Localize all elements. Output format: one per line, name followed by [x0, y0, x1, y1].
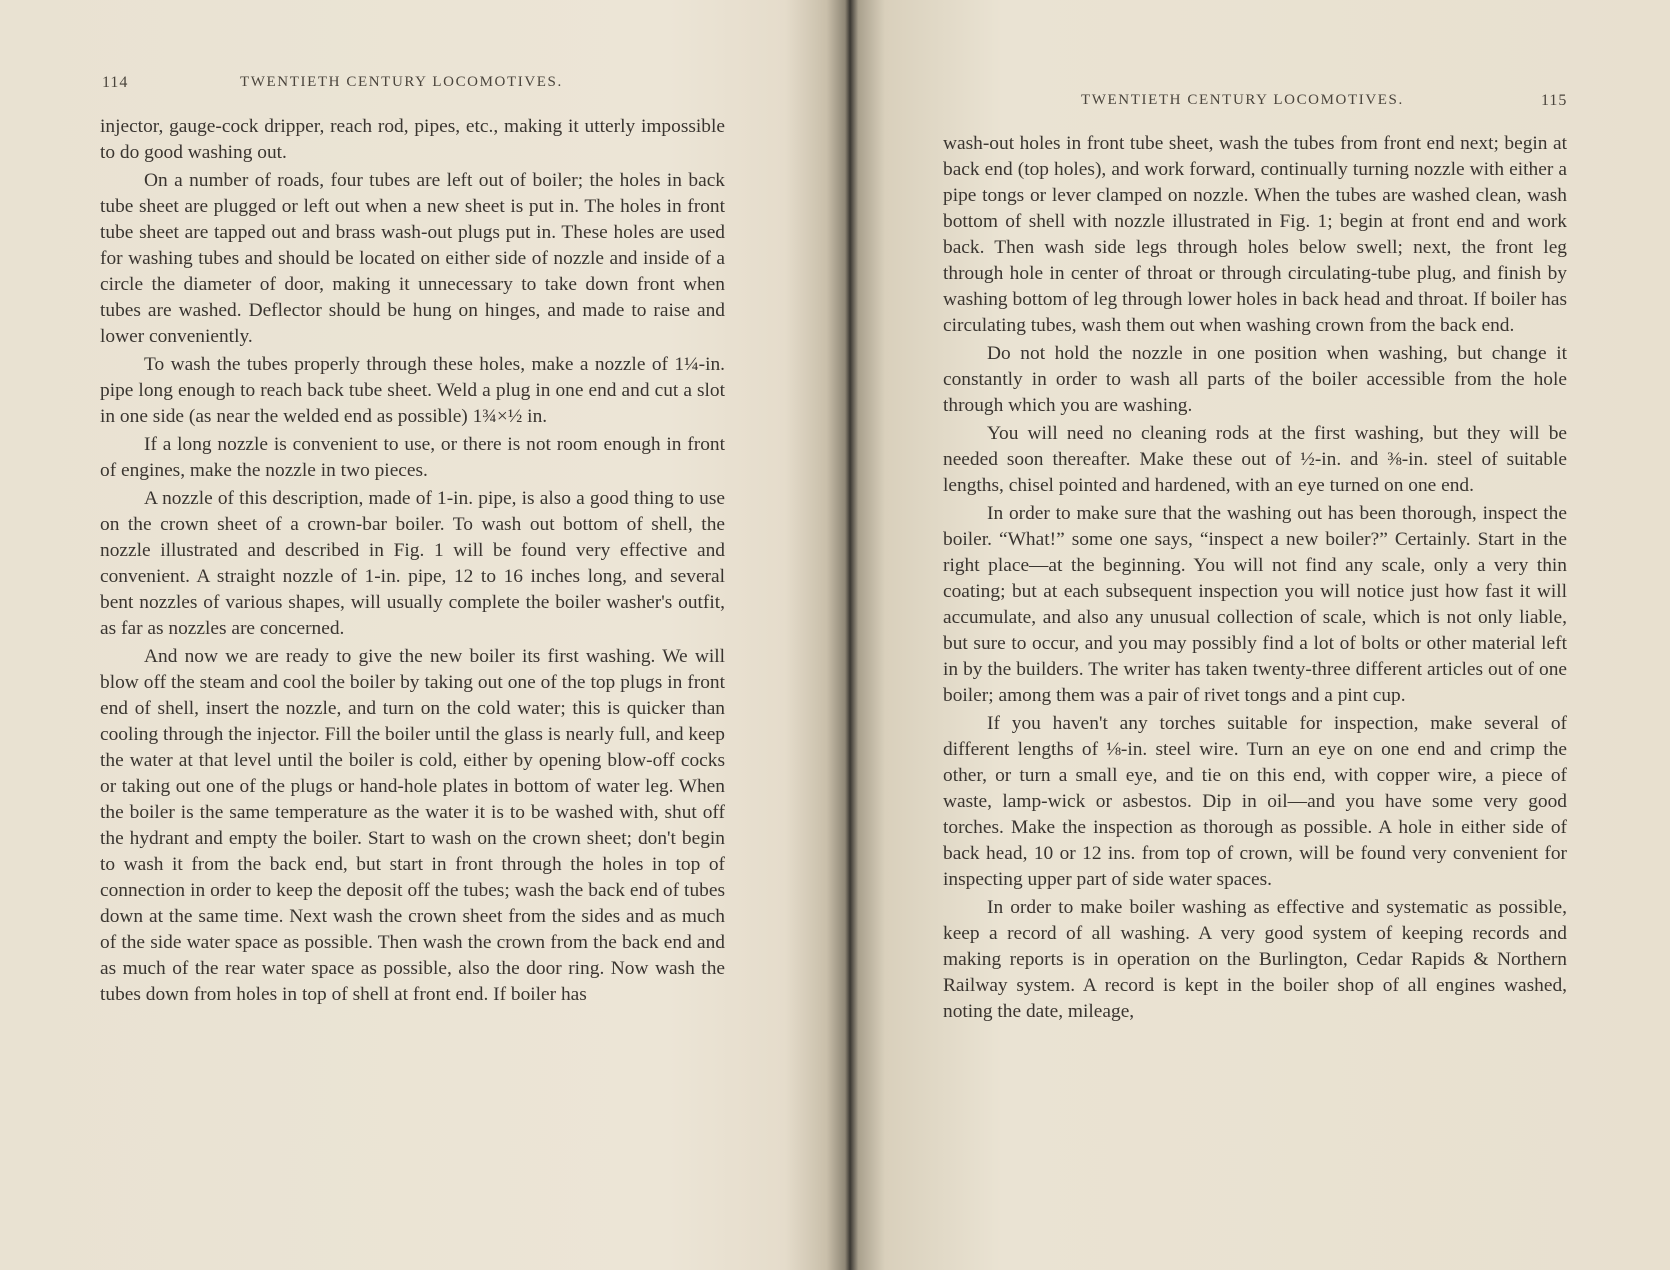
- paragraph: On a number of roads, four tubes are left out of boiler; the holes in back tube sheet are plugged or left out when a new sheet is put in. The holes in front tube sheet are tapped out and brass wash-out plugs put in. These holes are used for washing tubes and should be located on either side of nozzle and inside of a circle the diameter of door, making it unnecessary to take down front when tubes are washed. Deflector should be hung on hinges, and made to raise and lower conveniently.: [100, 170, 725, 347]
- paragraph: If you haven't any torches suitable for inspection, make several of different lengths of ⅛-in. steel wire. Turn an eye on one end and crimp the other, or turn a small eye, and tie on this end, with copper wire, a piece of waste, lamp-wick or asbestos. Dip in oil—and you have some very good torches. Make the inspection as thorough as possible. A hole in either side of back head, 10 or 12 ins. from top of crown, will be found very convenient for inspecting upper part of side water spaces.: [943, 713, 1567, 890]
- paragraph: wash-out holes in front tube sheet, wash the tubes from front end next; begin at back end (top holes), and work forward, continually turning nozzle with either a pipe tongs or lever clamped on nozzle. When the tubes are washed clean, wash bottom of shell with nozzle illustrated in Fig. 1; begin at front end and work back. Then wash side legs through holes below swell; next, the front leg through hole in center of throat or through circulating-tube plug, and finish by washing bottom of leg through lower holes in back head and throat. If boiler has circulating tubes, wash them out when washing crown from the back end.: [943, 133, 1567, 336]
- page-number: 115: [1541, 92, 1568, 109]
- paragraph: injector, gauge-cock dripper, reach rod, pipes, etc., making it utterly impossible to do good washing out.: [100, 116, 725, 163]
- running-header: TWENTIETH CENTURY LOCOMOTIVES.: [1081, 92, 1404, 108]
- left-page: [0, 0, 830, 1270]
- paragraph: A nozzle of this description, made of 1-in. pipe, is also a good thing to use on the crown sheet of a crown-bar boiler. To wash out bottom of shell, the nozzle illustrated and described in Fig. 1 will be found very effective and convenient. A straight nozzle of 1-in. pipe, 12 to 16 inches long, and several bent nozzles of various shapes, will usually complete the boiler washer's outfit, as far as nozzles are concerned.: [100, 488, 725, 639]
- right-page: [845, 0, 1670, 1270]
- page-number: 114: [102, 74, 129, 91]
- paragraph: You will need no cleaning rods at the first washing, but they will be needed soon thereafter. Make these out of ½-in. and ⅜-in. steel of suitable lengths, chisel pointed and hardened, with an eye turned on one end.: [943, 423, 1567, 496]
- paragraph: To wash the tubes properly through these holes, make a nozzle of 1¼-in. pipe long enough to reach back tube sheet. Weld a plug in one end and cut a slot in one side (as near the welded end as possible) 1¾×½ in.: [100, 354, 725, 427]
- paragraph: In order to make sure that the washing out has been thorough, inspect the boiler. “What!” some one says, “inspect a new boiler?” Certainly. Start in the right place—at the beginning. You will not find any scale, only a very thin coating; but at each subsequent inspection you will notice just how fast it will accumulate, and also any unusual collection of scale, which is not only liable, but sure to occur, and you may possibly find a lot of bolts or other material left in by the builders. The writer has taken twenty-three different articles out of one boiler; among them was a pair of rivet tongs and a pint cup.: [943, 503, 1567, 706]
- paragraph: And now we are ready to give the new boiler its first washing. We will blow off the steam and cool the boiler by taking out one of the top plugs in front end of shell, insert the nozzle, and turn on the cold water; this is quicker than cooling through the injector. Fill the boiler until the glass is nearly full, and keep the water at that level until the boiler is cold, either by opening blow-off cocks or taking out one of the plugs or hand-hole plates in bottom of water leg. When the boiler is the same temperature as the water it is to be washed with, shut off the hydrant and empty the boiler. Start to wash on the crown sheet; don't begin to wash it from the back end, but start in front through the holes in top of connection in order to keep the deposit off the tubes; wash the back end of tubes down at the same time. Next wash the crown sheet from the sides and as much of the side water space as possible. Then wash the crown from the back end and as much of the rear water space as possible, also the door ring. Now wash the tubes down from holes in top of shell at front end. If boiler has: [100, 646, 725, 1005]
- paragraph: In order to make boiler washing as effective and systematic as possible, keep a record of all washing. A very good system of keeping records and making reports is in operation on the Burlington, Cedar Rapids & Northern Railway system. A record is kept in the boiler shop of all engines washed, noting the date, mileage,: [943, 897, 1567, 1022]
- running-header: TWENTIETH CENTURY LOCOMOTIVES.: [240, 74, 563, 90]
- paragraph: If a long nozzle is convenient to use, or there is not room enough in front of engines, make the nozzle in two pieces.: [100, 434, 725, 481]
- page-body: [943, 131, 1567, 1027]
- page-body: [100, 114, 725, 1010]
- paragraph: Do not hold the nozzle in one position when washing, but change it constantly in order to wash all parts of the boiler accessible from the hole through which you are washing.: [943, 343, 1567, 416]
